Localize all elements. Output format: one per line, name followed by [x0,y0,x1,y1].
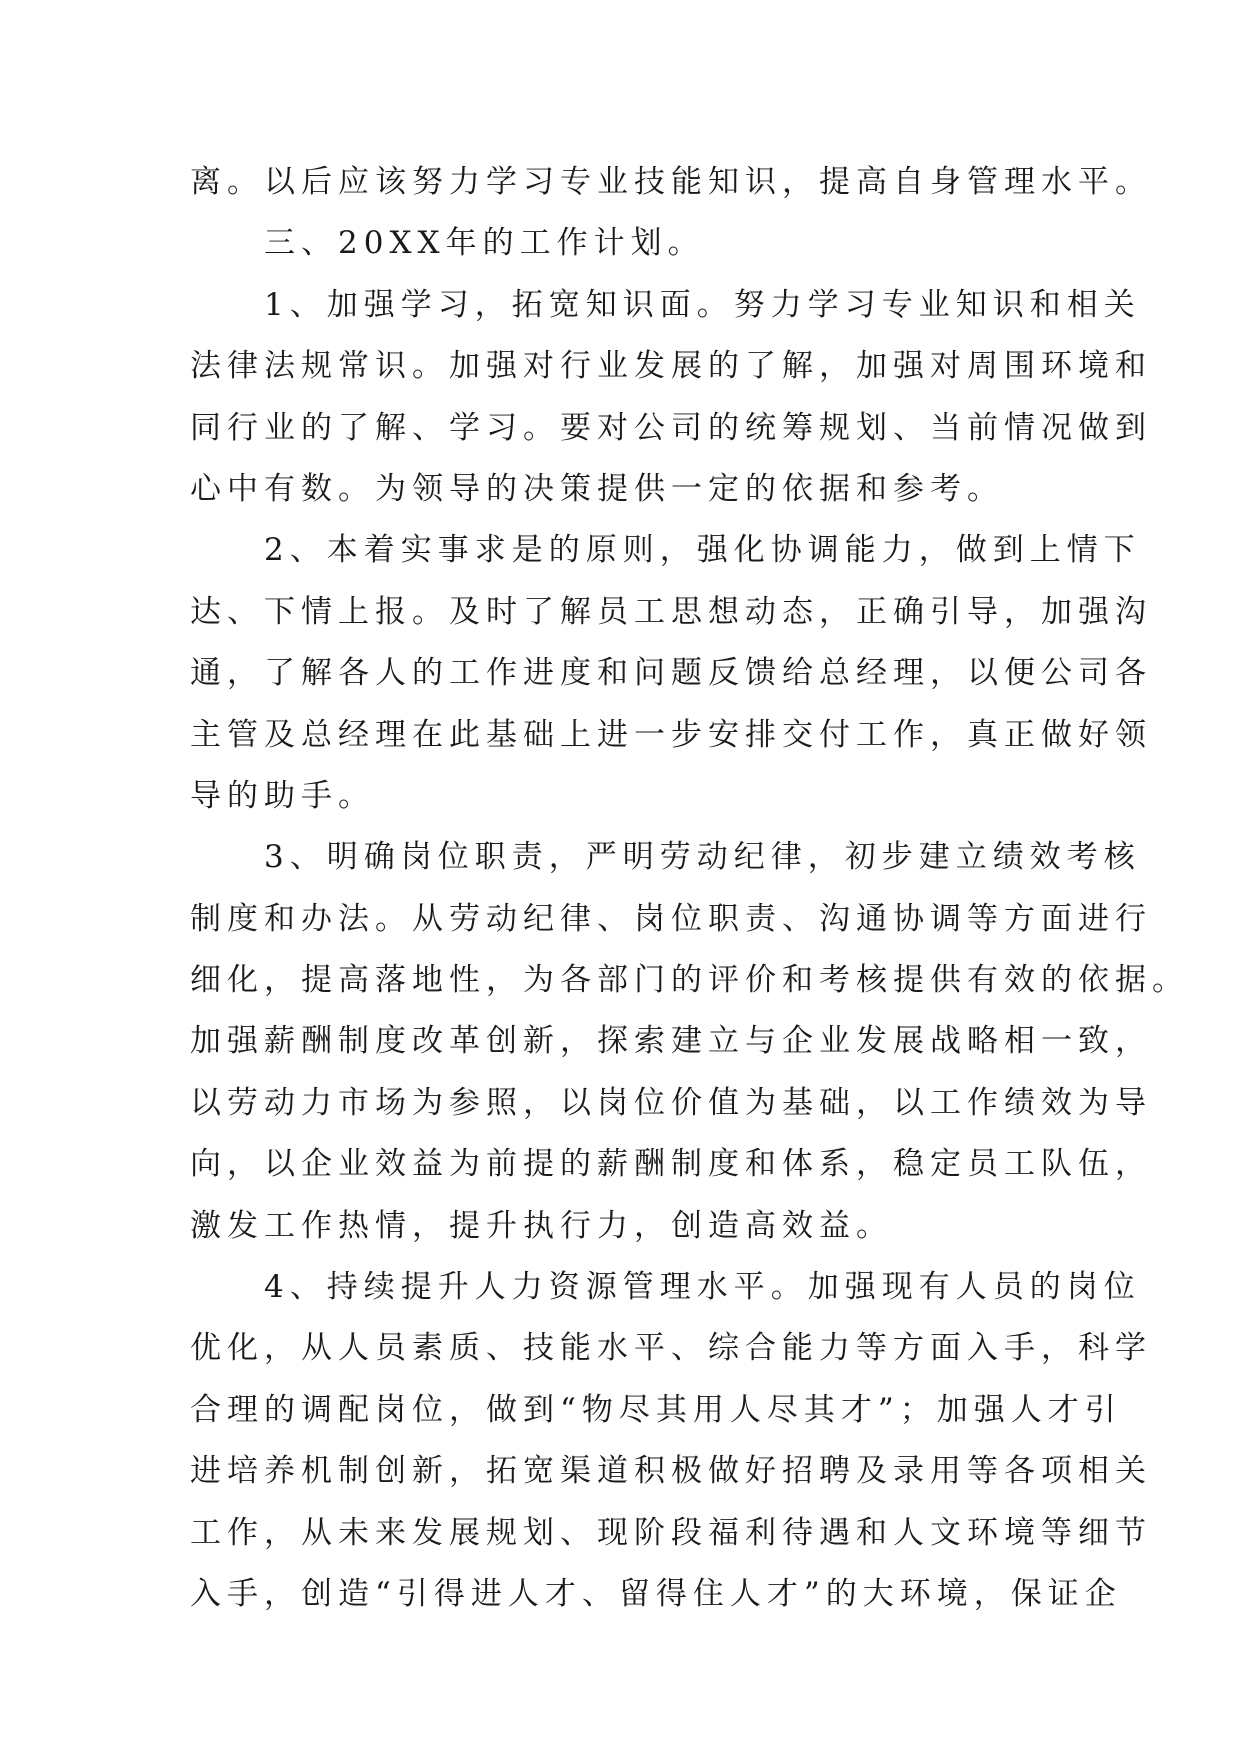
text-line: 1、加强学习，拓宽知识面。努力学习专业知识和相关 [264,286,1141,323]
text-line: 激发工作热情，提升执行力，创造高效益。 [190,1207,893,1244]
text-line: 加强薪酬制度改革创新，探索建立与企业发展战略相一致， [190,1023,1152,1060]
text-line: 同行业的了解、学习。要对公司的统筹规划、当前情况做到 [190,409,1152,446]
text-line: 优化，从人员素质、技能水平、综合能力等方面入手，科学 [190,1330,1152,1367]
text-line: 通，了解各人的工作进度和问题反馈给总经理，以便公司各 [190,655,1152,692]
text-line: 4、持续提升人力资源管理水平。加强现有人员的岗位 [264,1269,1141,1306]
text-line: 向，以企业效益为前提的薪酬制度和体系，稳定员工队伍， [190,1146,1152,1183]
text-line: 以劳动力市场为参照，以岗位价值为基础，以工作绩效为导 [190,1084,1152,1121]
text-line: 工作，从未来发展规划、现阶段福利待遇和人文环境等细节 [190,1514,1152,1551]
text-line: 入手，创造“引得进人才、留得住人才”的大环境，保证企 [190,1575,1122,1612]
text-line: 制度和办法。从劳动纪律、岗位职责、沟通协调等方面进行 [190,900,1152,937]
text-line: 主管及总经理在此基础上进一步安排交付工作，真正做好领 [190,716,1152,753]
text-line: 3、明确岗位职责，严明劳动纪律，初步建立绩效考核 [264,839,1141,876]
text-line: 导的助手。 [190,777,375,814]
document-body [190,152,1189,1625]
text-line: 2、本着实事求是的原则，强化协调能力，做到上情下 [264,532,1141,569]
text-line: 细化，提高落地性，为各部门的评价和考核提供有效的依据。 [190,962,1189,999]
section-heading: 三、20XX年的工作计划。 [264,225,705,262]
text-line: 离。以后应该努力学习专业技能知识，提高自身管理水平。 [190,164,1152,200]
text-line: 达、下情上报。及时了解员工思想动态，正确引导，加强沟 [190,593,1152,630]
text-line: 法律法规常识。加强对行业发展的了解，加强对周围环境和 [190,348,1152,385]
text-line: 进培养机制创新，拓宽渠道积极做好招聘及录用等各项相关 [190,1453,1152,1490]
text-line: 心中有数。为领导的决策提供一定的依据和参考。 [190,470,1004,507]
text-line: 合理的调配岗位，做到“物尽其用人尽其才”；加强人才引 [190,1391,1122,1428]
